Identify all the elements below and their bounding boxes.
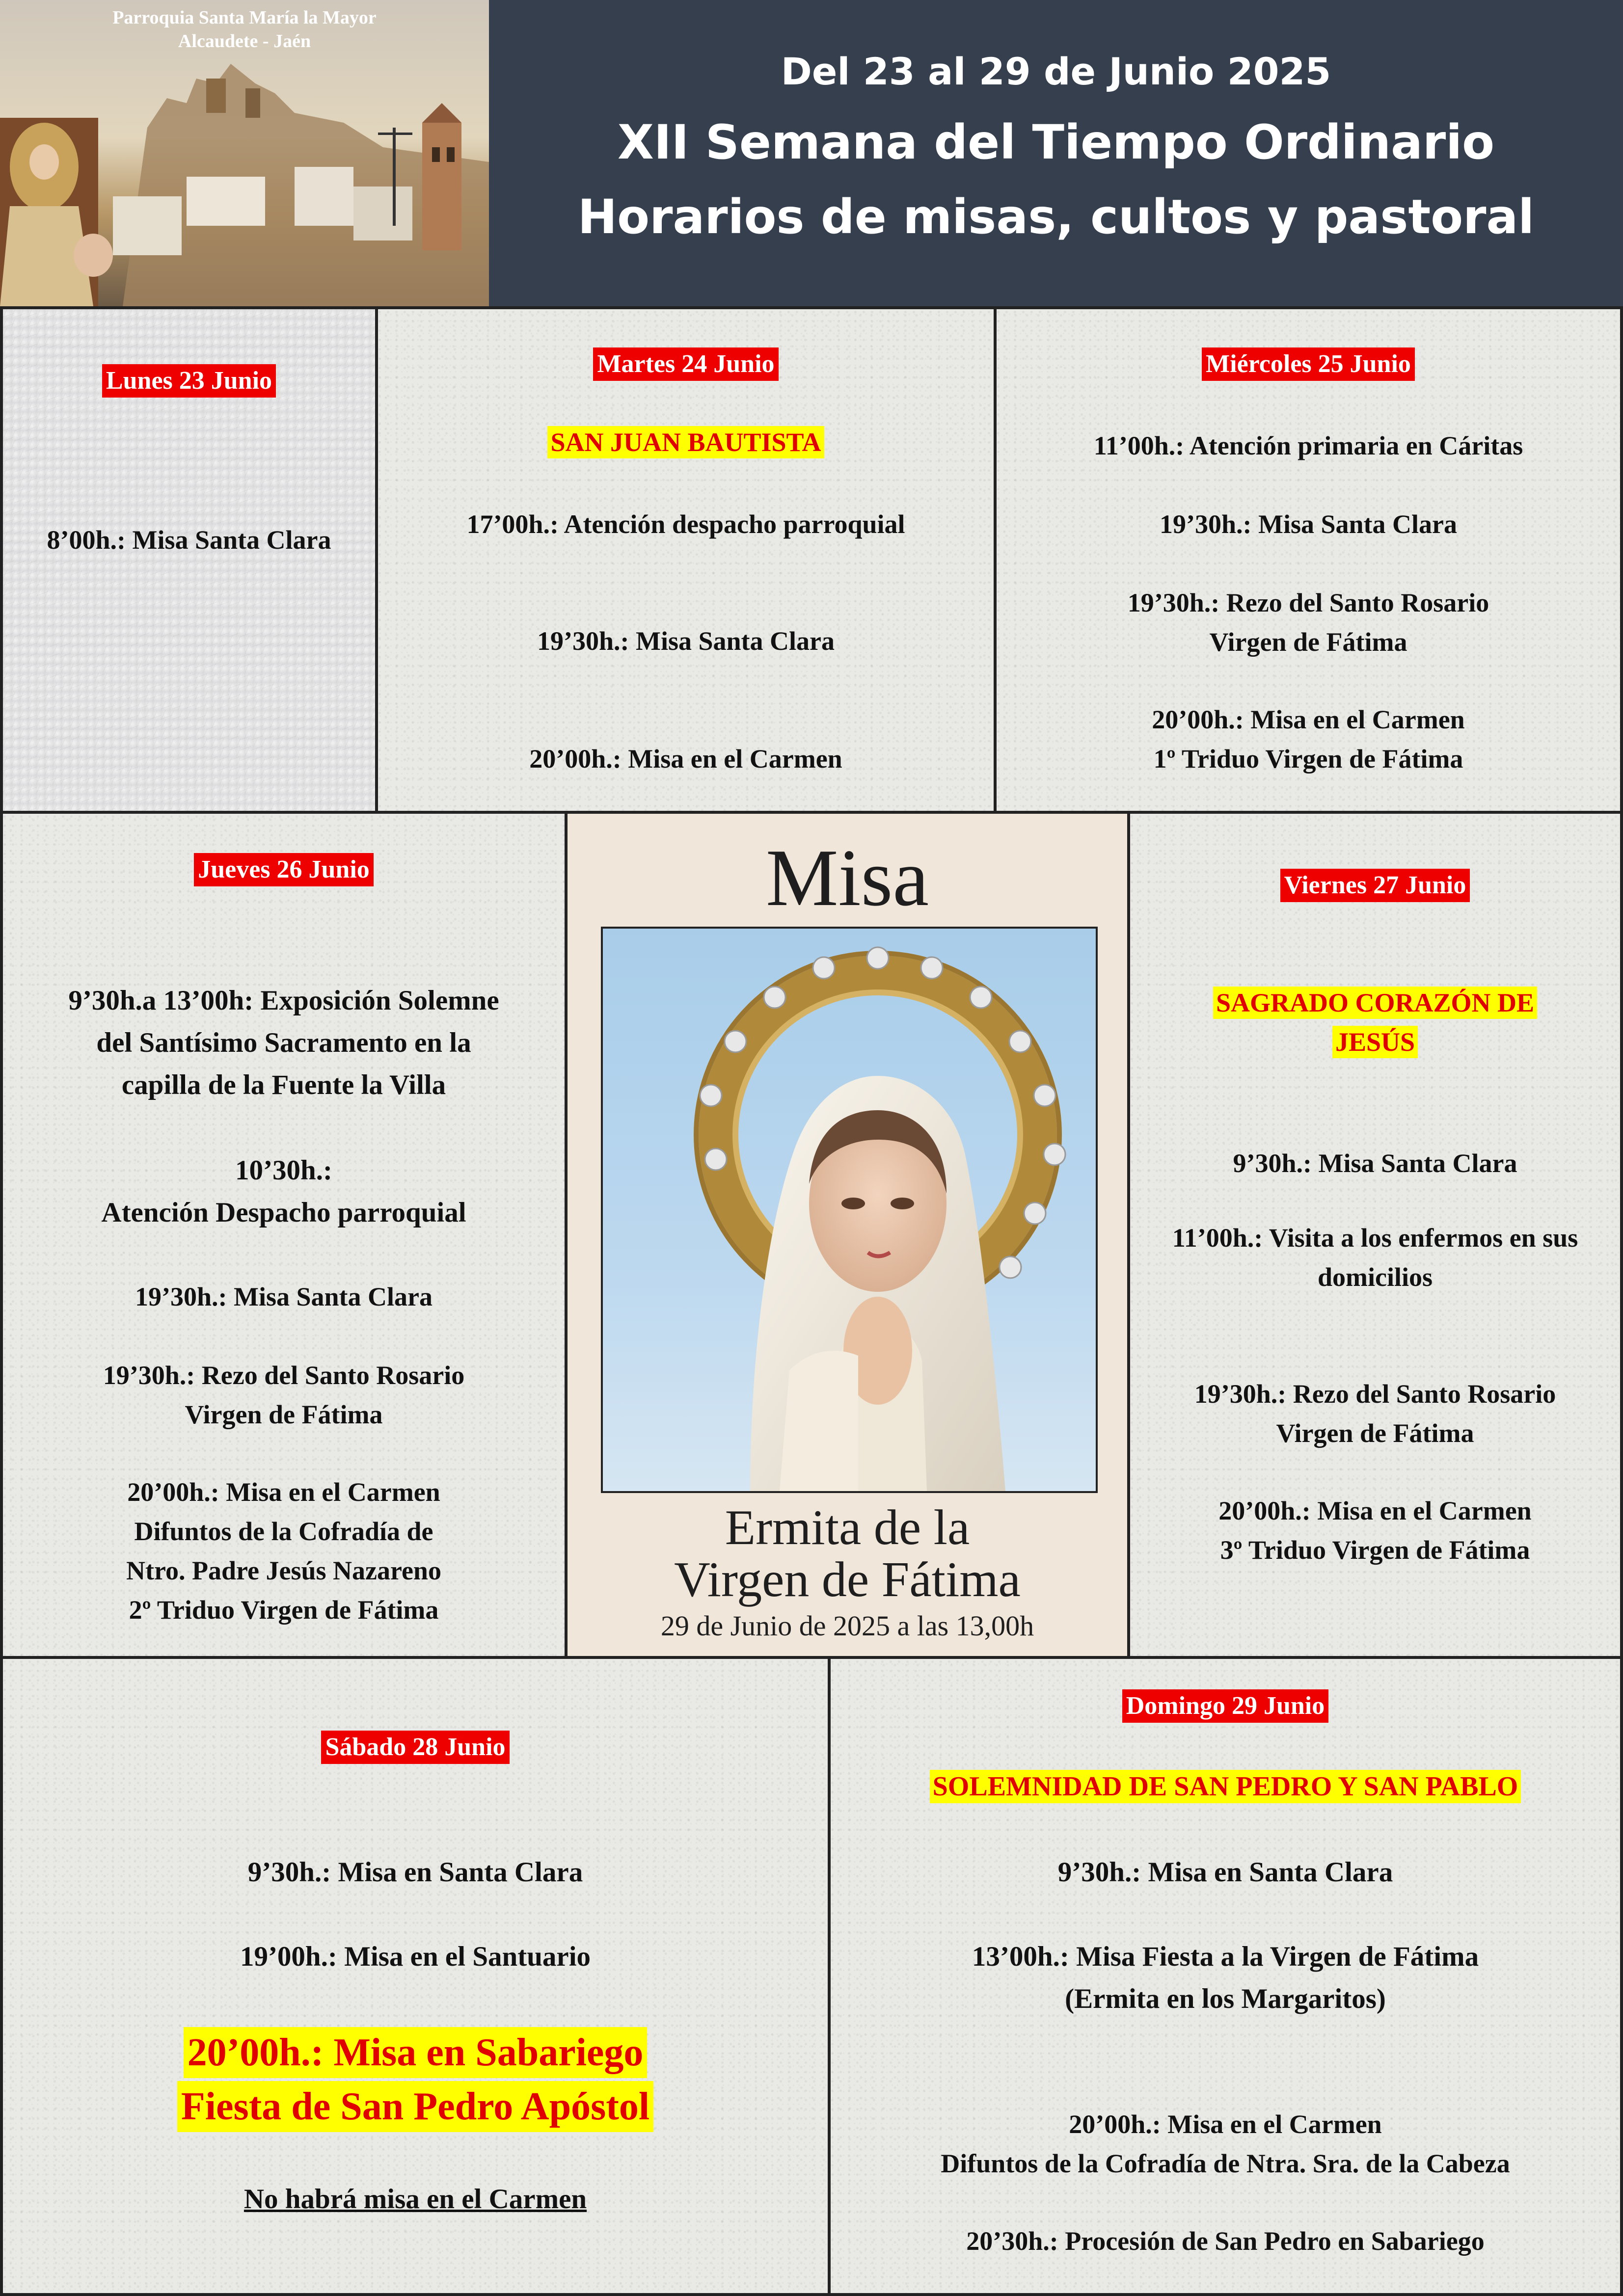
- domingo-item-1: 9’30h.: Misa en Santa Clara: [1057, 1857, 1393, 1888]
- jueves-item-12: 2º Triduo Virgen de Fátima: [129, 1595, 439, 1625]
- parish-logo: [0, 0, 489, 306]
- panel-viernes: [1127, 811, 1623, 1659]
- miercoles-item-6: 1º Triduo Virgen de Fátima: [1153, 744, 1463, 774]
- virgin-of-fatima-figure: [603, 929, 1096, 1491]
- poster-place-line2: Virgen de Fátima: [674, 1552, 1021, 1607]
- domingo-item-2: 13’00h.: Misa Fiesta a la Virgen de Fátima: [972, 1941, 1479, 1972]
- miercoles-item-4: Virgen de Fátima: [1209, 627, 1407, 657]
- feast-viernes-line2: JESÚS: [1332, 1026, 1418, 1058]
- jueves-item-4: 10’30h.:: [235, 1155, 332, 1186]
- day-title-viernes: Viernes 27 Junio: [1280, 869, 1470, 902]
- miercoles-item-5: 20’00h.: Misa en el Carmen: [1152, 705, 1465, 734]
- panel-miercoles: [994, 306, 1623, 814]
- jueves-item-9: 20’00h.: Misa en el Carmen: [127, 1477, 440, 1507]
- day-title-sabado: Sábado 28 Junio: [321, 1731, 509, 1764]
- feast-domingo: SOLEMNIDAD DE SAN PEDRO Y SAN PABLO: [930, 1770, 1521, 1803]
- miercoles-item-1: 11’00h.: Atención primaria en Cáritas: [1093, 431, 1523, 460]
- day-title-lunes: Lunes 23 Junio: [102, 364, 276, 398]
- day-title-jueves: Jueves 26 Junio: [194, 853, 374, 886]
- header-dates: Del 23 al 29 de Junio 2025: [781, 50, 1331, 93]
- domingo-item-3: (Ermita en los Margaritos): [1065, 1983, 1386, 2014]
- domingo-item-6: 20’30h.: Procesión de San Pedro en Sabariego: [966, 2226, 1485, 2256]
- martes-item-2: 19’30h.: Misa Santa Clara: [537, 626, 835, 656]
- viernes-item-2: 11’00h.: Visita a los enfermos en sus: [1172, 1223, 1578, 1253]
- poster-title: Misa: [766, 832, 929, 923]
- header-week: XII Semana del Tiempo Ordinario: [617, 115, 1495, 170]
- sabado-highlight-1: 20’00h.: Misa en Sabariego: [184, 2027, 648, 2078]
- jueves-item-7: 19’30h.: Rezo del Santo Rosario: [103, 1361, 465, 1390]
- sabado-item-1: 9’30h.: Misa en Santa Clara: [247, 1857, 583, 1888]
- day-title-miercoles: Miércoles 25 Junio: [1202, 347, 1415, 381]
- logo-parish-name: Parroquia Santa María la Mayor: [112, 7, 377, 28]
- feast-viernes-line1: SAGRADO CORAZÓN DE: [1213, 987, 1537, 1019]
- logo-town-name: Alcaudete - Jaén: [178, 31, 311, 52]
- viernes-item-7: 3º Triduo Virgen de Fátima: [1220, 1535, 1530, 1565]
- mass-poster: [565, 811, 1130, 1659]
- lunes-item-1: 8’00h.: Misa Santa Clara: [47, 525, 331, 555]
- jueves-item-6: 19’30h.: Misa Santa Clara: [135, 1282, 433, 1311]
- viernes-item-1: 9’30h.: Misa Santa Clara: [1233, 1148, 1517, 1178]
- jueves-item-1: 9’30h.a 13’00h: Exposición Solemne: [68, 985, 499, 1016]
- jueves-item-5: Atención Despacho parroquial: [101, 1197, 466, 1228]
- panel-martes: [375, 306, 997, 814]
- day-title-martes: Martes 24 Junio: [593, 347, 778, 381]
- martes-item-3: 20’00h.: Misa en el Carmen: [529, 744, 842, 774]
- martes-item-1: 17’00h.: Atención despacho parroquial: [466, 509, 905, 539]
- panel-domingo: [828, 1656, 1623, 2296]
- panel-lunes: [0, 306, 378, 814]
- jueves-item-8: Virgen de Fátima: [185, 1400, 383, 1429]
- viernes-item-6: 20’00h.: Misa en el Carmen: [1218, 1496, 1532, 1525]
- sabado-note: No habrá misa en el Carmen: [243, 2184, 587, 2215]
- miercoles-item-2: 19’30h.: Misa Santa Clara: [1160, 509, 1457, 539]
- jueves-item-11: Ntro. Padre Jesús Nazareno: [126, 1556, 441, 1585]
- jueves-item-2: del Santísimo Sacramento en la: [96, 1027, 471, 1058]
- jueves-item-3: capilla de la Fuente la Villa: [121, 1069, 446, 1100]
- viernes-item-4: 19’30h.: Rezo del Santo Rosario: [1194, 1379, 1556, 1409]
- poster-place-line1: Ermita de la: [725, 1500, 970, 1555]
- day-title-domingo: Domingo 29 Junio: [1122, 1689, 1329, 1723]
- feast-martes: SAN JUAN BAUTISTA: [547, 426, 824, 458]
- header-subtitle: Horarios de misas, cultos y pastoral: [577, 189, 1535, 244]
- miercoles-item-3: 19’30h.: Rezo del Santo Rosario: [1127, 588, 1489, 617]
- sabado-item-2: 19’00h.: Misa en el Santuario: [240, 1941, 591, 1972]
- sabado-highlight-2: Fiesta de San Pedro Apóstol: [177, 2081, 653, 2132]
- header-banner: [489, 0, 1623, 306]
- poster-virgin-image: [601, 927, 1098, 1493]
- viernes-item-3: domicilios: [1317, 1262, 1433, 1292]
- panel-jueves: [0, 811, 568, 1659]
- poster-date: 29 de Junio de 2025 a las 13,00h: [660, 1610, 1034, 1642]
- domingo-item-4: 20’00h.: Misa en el Carmen: [1069, 2109, 1382, 2139]
- jueves-item-10: Difuntos de la Cofradía de: [134, 1517, 433, 1546]
- domingo-item-5: Difuntos de la Cofradía de Ntra. Sra. de la Cabeza: [941, 2149, 1510, 2178]
- viernes-item-5: Virgen de Fátima: [1276, 1418, 1474, 1448]
- panel-sabado: [0, 1656, 831, 2296]
